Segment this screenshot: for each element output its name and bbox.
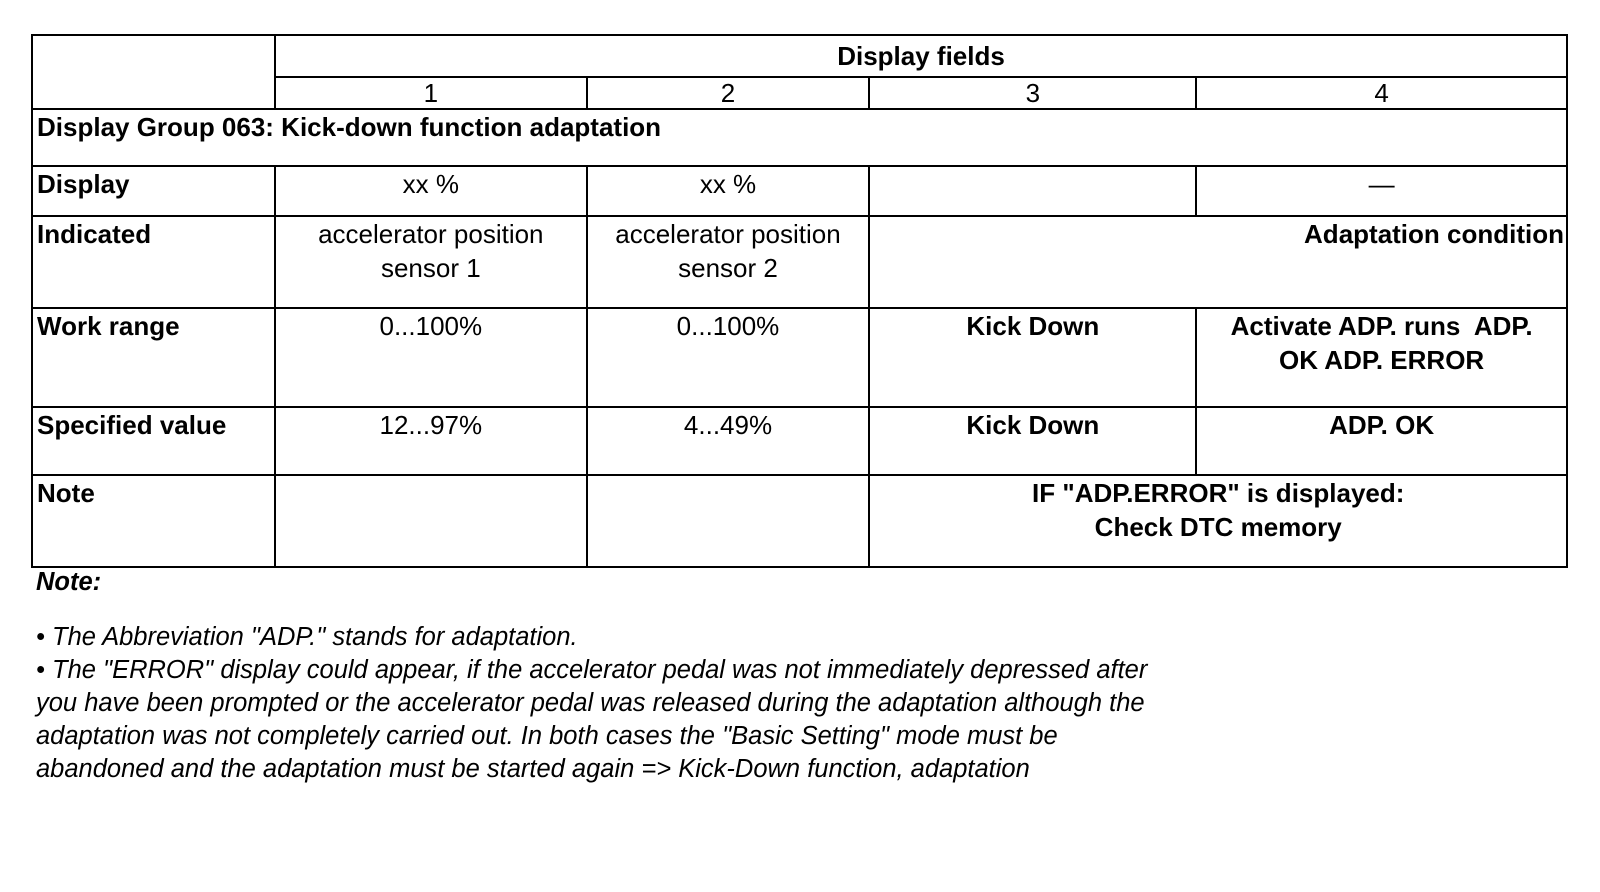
indicated-row-label: Indicated xyxy=(32,216,275,308)
note-field-3-4 xyxy=(869,475,1567,567)
indicated-field-2-line2: sensor 2 xyxy=(678,253,778,283)
group-title-row xyxy=(32,109,1567,166)
notes-bullet-2-line-3: adaptation was not completely carried out. In both cases the "Basic Setting" mode must be xyxy=(36,722,1058,750)
specified-value-field-1: 12...97% xyxy=(275,407,586,475)
work-range-field-1: 0...100% xyxy=(275,308,586,407)
work-range-field-4 xyxy=(1196,308,1567,407)
work-range-field-4-line2: OK ADP. ERROR xyxy=(1279,345,1485,375)
note-row-label: Note xyxy=(32,475,275,567)
display-field-4: — xyxy=(1196,166,1567,216)
specified-value-field-3: Kick Down xyxy=(869,407,1196,475)
group-title: Display Group 063: Kick-down function adaptation xyxy=(32,109,1567,166)
note-row xyxy=(32,475,1567,567)
specified-value-row xyxy=(32,407,1567,475)
indicated-field-2 xyxy=(587,216,870,308)
work-range-field-4-line1: Activate ADP. runs ADP. xyxy=(1230,311,1533,341)
note-field-3-4-line2: Check DTC memory xyxy=(1094,512,1342,542)
display-group-table xyxy=(31,34,1568,568)
work-range-field-2: 0...100% xyxy=(587,308,870,407)
display-row xyxy=(32,166,1567,216)
indicated-row xyxy=(32,216,1567,308)
indicated-field-2-line1: accelerator position xyxy=(615,219,841,249)
indicated-field-1-line2: sensor 1 xyxy=(380,253,481,283)
display-field-2: xx % xyxy=(587,166,870,216)
field-number-2: 2 xyxy=(587,77,870,109)
header-corner-cell xyxy=(32,35,275,109)
field-number-3: 3 xyxy=(869,77,1196,109)
notes-bullet-2-line-2: you have been prompted or the accelerator pedal was released during the adaptation although the xyxy=(36,689,1145,717)
note-field-2 xyxy=(587,475,870,567)
header-row-display-fields xyxy=(32,35,1567,77)
notes-section xyxy=(36,566,1336,786)
indicated-field-3-4: Adaptation condition xyxy=(869,216,1567,308)
display-row-label: Display xyxy=(32,166,275,216)
display-field-1: xx % xyxy=(275,166,586,216)
work-range-row-label: Work range xyxy=(32,308,275,407)
notes-bullet-2-line-4: abandoned and the adaptation must be started again => Kick-Down function, adaptation xyxy=(36,755,1030,783)
display-field-3 xyxy=(869,166,1196,216)
note-field-1 xyxy=(275,475,586,567)
field-number-1: 1 xyxy=(275,77,586,109)
work-range-row xyxy=(32,308,1567,407)
display-fields-header: Display fields xyxy=(275,35,1567,77)
indicated-field-1 xyxy=(275,216,586,308)
notes-bullet-2-line-1: • The "ERROR" display could appear, if the accelerator pedal was not immediately depressed after xyxy=(36,656,1148,684)
indicated-field-1-line1: accelerator position xyxy=(318,219,544,249)
specified-value-field-4: ADP. OK xyxy=(1196,407,1567,475)
note-field-3-4-line1: IF "ADP.ERROR" is displayed: xyxy=(1032,478,1405,508)
notes-bullet-1: • The Abbreviation "ADP." stands for adaptation. xyxy=(36,623,578,651)
specified-value-field-2: 4...49% xyxy=(587,407,870,475)
work-range-field-3: Kick Down xyxy=(869,308,1196,407)
field-number-4: 4 xyxy=(1196,77,1567,109)
specified-value-row-label: Specified value xyxy=(32,407,275,475)
notes-title: Note: xyxy=(36,568,102,596)
